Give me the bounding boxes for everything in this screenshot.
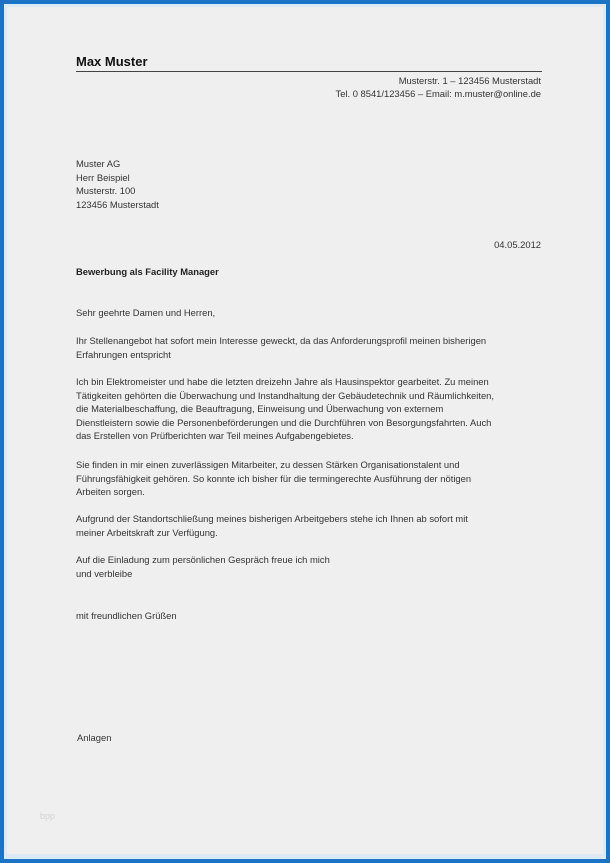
closing: mit freundlichen Grüßen — [76, 610, 177, 621]
attachments-label: Anlagen — [77, 732, 112, 743]
paragraph-line: und verbleibe — [76, 567, 133, 579]
letter-date: 04.05.2012 — [494, 239, 541, 250]
paragraph-4 — [76, 512, 546, 539]
paragraph-line: Ich bin Elektromeister und habe die letzten dreizehn Jahre als Hausinspektor gearbeitet. Zu meinen — [76, 376, 489, 387]
sender-contact: Tel. 0 8541/123456 – Email: m.muster@online.de — [335, 88, 541, 99]
recipient-line: 123456 Musterstadt — [76, 198, 159, 210]
header-rule — [76, 71, 542, 72]
paragraph-5 — [76, 553, 546, 580]
watermark: bpp — [40, 811, 56, 821]
paragraph-line: Tätigkeiten gehörten die Überwachung und Instandhaltung der Gebäudetechnik und Räumlichkeiten, — [76, 389, 494, 401]
paragraph-line: Aufgrund der Standortschließung meines bisherigen Arbeitgebers stehe ich Ihnen ab sofort mit — [76, 513, 468, 524]
paragraph-2 — [76, 375, 546, 443]
recipient-line: Muster AG — [76, 158, 121, 169]
recipient-line: Herr Beispiel — [76, 171, 130, 183]
paragraph-3 — [76, 458, 546, 499]
recipient-line: Musterstr. 100 — [76, 185, 136, 196]
paragraph-line: Arbeiten sorgen. — [76, 486, 145, 497]
paragraph-line: Dienstleistern sowie die Personenbeförderungen und die Durchführen von Besorgungsfahrten. Auch — [76, 416, 492, 428]
paragraph-line: Erfahrungen entspricht — [76, 348, 171, 360]
paragraph-line: Sie finden in mir einen zuverlässigen Mitarbeiter, zu dessen Stärken Organisationstalent und — [76, 459, 460, 470]
paragraph-line: das Erstellen von Prüfberichten war Teil meines Aufgabengebietes. — [76, 430, 354, 441]
paragraph-line: die Materialbeschaffung, die Beauftragung, Einweisung und Überwachung von externem — [76, 403, 444, 414]
recipient-address — [76, 157, 546, 211]
sender-address: Musterstr. 1 – 123456 Musterstadt — [398, 75, 541, 86]
paragraph-line: Führungsfähigkeit gehören. So konnte ich bisher für die termingerechte Ausführung der nötigen — [76, 472, 472, 484]
salutation: Sehr geehrte Damen und Herren, — [76, 307, 216, 318]
paragraph-line: Auf die Einladung zum persönlichen Gespräch freue ich mich — [76, 554, 330, 565]
paragraph-line: meiner Arbeitskraft zur Verfügung. — [76, 526, 218, 538]
paragraph-1 — [76, 334, 546, 361]
paragraph-line: Ihr Stellenangebot hat sofort mein Interesse geweckt, da das Anforderungsprofil meinen bisherigen — [76, 335, 487, 346]
sender-name: Max Muster — [76, 54, 148, 69]
letter-subject: Bewerbung als Facility Manager — [76, 266, 219, 277]
